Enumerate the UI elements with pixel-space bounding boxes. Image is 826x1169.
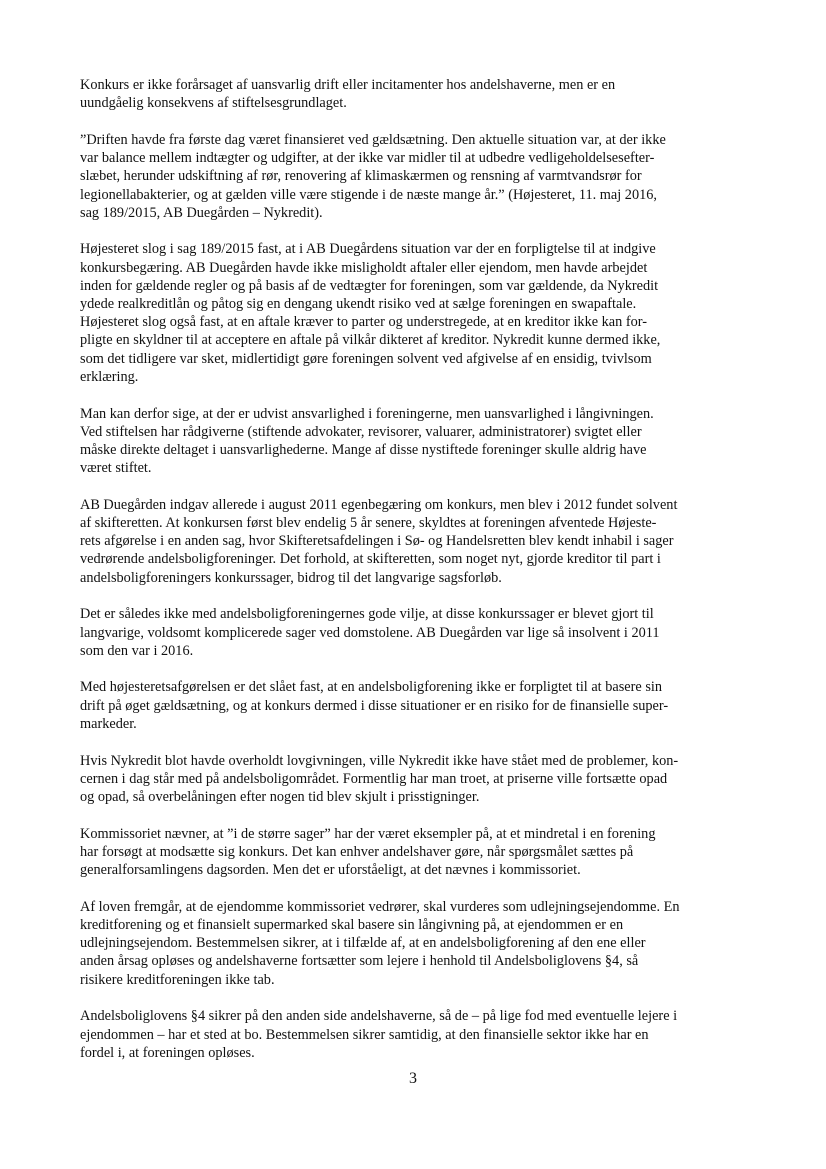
text-line: som det tidligere var sket, midlertidigt gøre foreningen solvent ved afgivelse af en ensidig, tvivlsom [80,350,652,367]
paragraph [80,605,750,660]
text-line: som den var i 2016. [80,642,194,659]
text-line: Andelsboliglovens §4 sikrer på den anden side andelshaverne, så de – på lige fod med eventuelle lejere i [80,1008,678,1025]
text-line: erklæring. [80,368,139,385]
text-line: cernen i dag står med på andelsboligområdet. Formentlig har man troet, at priserne ville fortsætte opad [80,770,668,787]
text-line: udlejningsejendom. Bestemmelsen sikrer, at i tilfælde af, at en andelsboligforening af den ene eller [80,935,646,952]
text-line: sag 189/2015, AB Duegården – Nykredit). [80,204,323,221]
text-line: inden for gældende regler og på basis af de vedtægter for foreningen, som var gældende, da Nykredit [80,277,659,294]
paragraph [80,752,750,807]
text-line: AB Duegården indgav allerede i august 2011 egenbegæring om konkurs, men blev i 2012 fundet solvent [80,496,678,513]
paragraph [80,898,750,989]
text-line: konkursbegæring. AB Duegården havde ikke misligholdt aftaler eller ejendom, men havde arbejdet [80,259,648,276]
text-line: Man kan derfor sige, at der er udvist ansvarlighed i foreningerne, men uansvarlighed i långivningen. [80,405,654,422]
text-line: drift på øget gældsætning, og at konkurs dermed i disse situationer er en risiko for de finansielle super- [80,697,669,714]
paragraph [80,496,750,587]
paragraph [80,1007,750,1062]
text-line: legionellabakterier, og at gælden ville være stigende i de næste mange år.” (Højesteret, 11. maj 2016, [80,186,657,203]
text-line: markeder. [80,715,137,732]
paragraph [80,76,750,112]
text-line: rets afgørelse i en anden sag, hvor Skifteretsafdelingen i Sø- og Handelsretten blev kendt inhabil i sager [80,533,674,550]
text-line: måske direkte deltaget i uansvarlighederne. Mange af disse nystiftede foreninger skulle aldrig have [80,441,647,458]
text-line: generalforsamlingens dagsorden. Men det er uforståeligt, at det nævnes i kommissoriet. [80,862,581,879]
paragraph [80,405,750,478]
text-line: anden årsag opløses og andelshaverne fortsætter som lejere i henhold til Andelsboliglovens §4, så [80,953,639,970]
text-line: fordel i, at foreningen opløses. [80,1044,255,1061]
text-line: Af loven fremgår, at de ejendomme kommissoriet vedrører, skal vurderes som udlejningsejendomme. En [80,898,680,915]
paragraph [80,678,750,733]
text-line: kreditforening og et finansielt supermarked skal basere sin långivning på, at ejendommen er en [80,917,624,934]
text-line: været stiftet. [80,460,152,477]
text-line: uundgåelig konsekvens af stiftelsesgrundlaget. [80,95,347,112]
text-line: Kommissoriet nævner, at ”i de større sager” har der været eksempler på, at et mindretal i en forening [80,825,656,842]
text-line: ejendommen – har et sted at bo. Bestemmelsen sikrer samtidig, at den finansielle sektor ikke har en [80,1026,649,1043]
paragraph [80,825,750,880]
text-line: ”Driften havde fra første dag været finansieret ved gældsætning. Den aktuelle situation var, at der ikke [80,131,666,148]
paragraph [80,131,750,222]
text-line: af skifteretten. At konkursen først blev endelig 5 år senere, skyldtes at foreningen afventede Højeste- [80,515,657,532]
text-line: Højesteret slog også fast, at en aftale kræver to parter og understregede, at en kreditor ikke kan for- [80,314,648,331]
text-line: Med højesteretsafgørelsen er det slået fast, at en andelsboligforening ikke er forpligtet til at basere sin [80,679,662,696]
text-line: langvarige, voldsomt komplicerede sager ved domstolene. AB Duegården var lige så insolvent i 2011 [80,624,660,641]
paragraph [80,240,750,386]
text-line: slæbet, herunder udskiftning af rør, renovering af klimaskærmen og rensning af varmtvandsrør for [80,168,642,185]
text-line: risikere kreditforeningen ikke tab. [80,971,275,988]
page-number: 3 [409,1070,417,1087]
text-line: har forsøgt at modsætte sig konkurs. Det kan enhver andelshaver gøre, når spørgsmålet sættes på [80,843,634,860]
text-line: var balance mellem indtægter og udgifter, at der ikke var midler til at udbedre vedligeholdelsesefter- [80,150,655,167]
text-line: Konkurs er ikke forårsaget af uansvarlig drift eller incitamenter hos andelshaverne, men er en [80,77,616,93]
text-line: Højesteret slog i sag 189/2015 fast, at i AB Duegårdens situation var der en forpligtelse til at indgive [80,241,656,258]
text-line: pligte en skyldner til at acceptere en aftale på vilkår dikteret af kreditor. Nykredit kunne dermed ikke, [80,332,661,349]
text-line: ydede realkreditlån og påtog sig en dengang ukendt risiko ved at sælge foreningen en swapaftale. [80,296,637,313]
text-line: Ved stiftelsen har rådgiverne (stiftende advokater, revisorer, valuarer, administratorer) svigtet eller [80,423,642,440]
body-text [80,76,750,1080]
text-line: Hvis Nykredit blot havde overholdt lovgivningen, ville Nykredit ikke have stået med de problemer, kon- [80,752,679,769]
text-line: andelsboligforeningers konkurssager, bidrog til det langvarige sagsforløb. [80,569,502,586]
text-line: vedrørende andelsboligforeninger. Det forhold, at skifteretten, som noget nyt, gjorde kreditor til part i [80,551,661,568]
text-line: og opad, så overbelåningen efter nogen tid blev skjult i prisstigninger. [80,789,480,805]
text-line: Det er således ikke med andelsboligforeningernes gode vilje, at disse konkurssager er blevet gjort til [80,606,654,623]
